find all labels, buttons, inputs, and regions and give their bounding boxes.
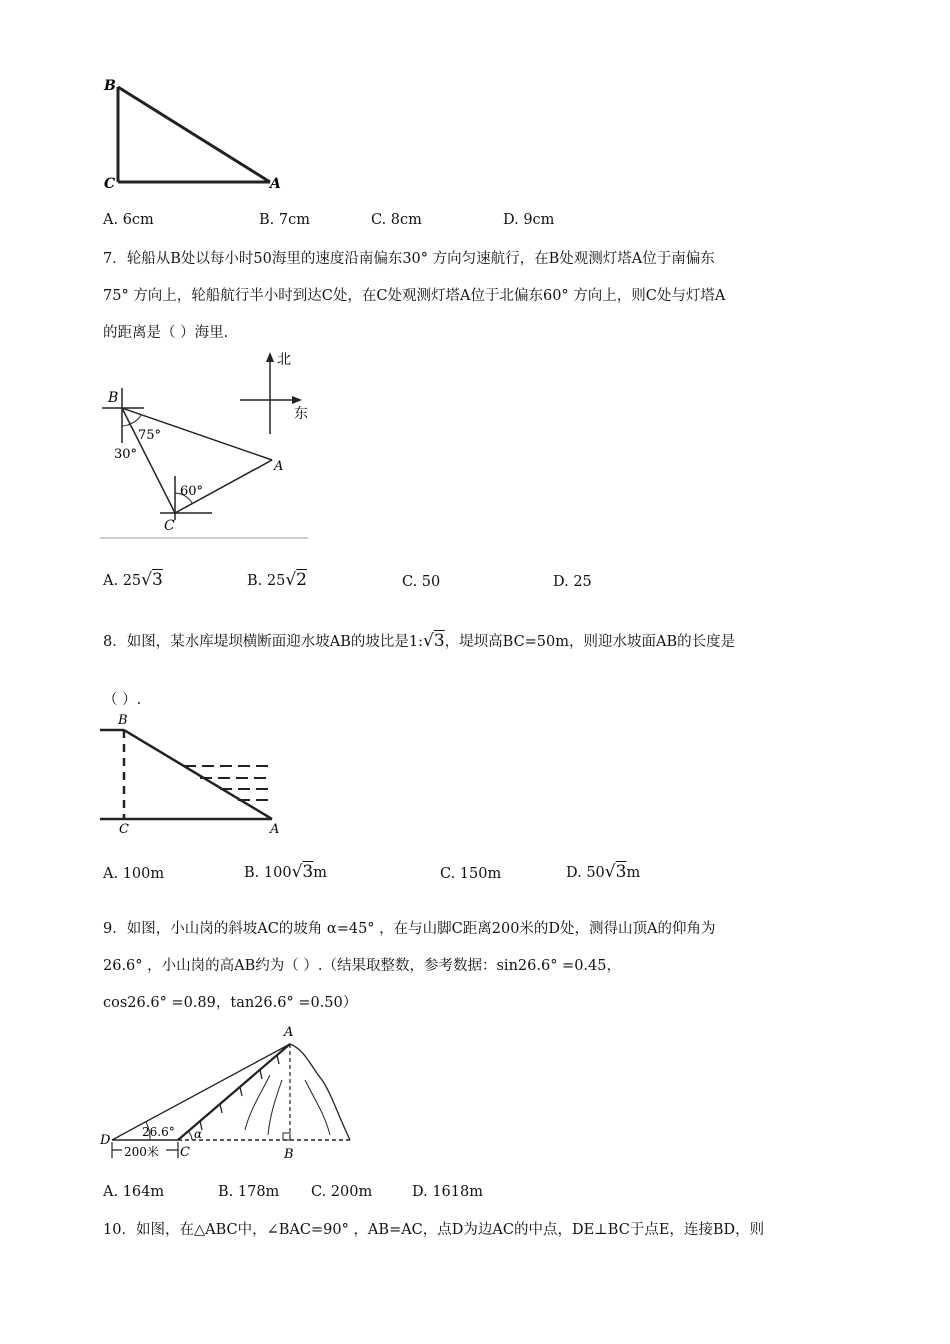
label-d: D	[100, 1133, 111, 1148]
hill-ridge-2	[268, 1080, 282, 1135]
figure-q9-hill	[100, 1020, 362, 1162]
q8-option-d	[566, 862, 640, 882]
radicand: 2	[296, 570, 307, 590]
label-a: A	[274, 459, 284, 474]
q9-line-3: cos26.6° =0.89，tan26.6° =0.50）	[103, 995, 358, 1011]
label-b: B	[104, 78, 116, 94]
q8-option-d-text: D. 50	[566, 865, 605, 881]
q8-option-b-unit: m	[313, 865, 327, 881]
right-angle-mark	[283, 1133, 290, 1140]
sqrt-symbol: √3	[604, 862, 627, 882]
dam-slope-ab	[124, 730, 272, 819]
radicand: 3	[615, 862, 627, 882]
label-c: C	[164, 518, 175, 534]
label-alpha: α	[194, 1127, 203, 1141]
q7-option-a	[103, 570, 163, 590]
slope-ca	[178, 1044, 290, 1140]
radicand: 3	[151, 570, 163, 590]
label-75: 75°	[138, 428, 162, 443]
label-a: A	[284, 1025, 294, 1040]
arc-75	[130, 415, 141, 424]
q7-option-d: D. 25	[553, 574, 592, 590]
label-c: C	[119, 822, 129, 837]
label-30: 30°	[114, 447, 138, 462]
q8-option-d-unit: m	[626, 865, 641, 881]
label-north: 北	[277, 352, 291, 368]
q6-option-b: B. 7cm	[259, 212, 310, 228]
sqrt-symbol: √2	[285, 570, 307, 590]
q7-line-3: 的距离是（ ）海里.	[103, 325, 229, 341]
q8-option-b-text: B. 100	[244, 865, 292, 881]
q10-line-1: 10．如图，在△ABC中，∠BAC=90° ，AB=AC，点D为边AC的中点，DE⊥BC于点E，连接BD，则	[103, 1222, 765, 1238]
label-c: C	[180, 1145, 190, 1160]
q8-line-1-pre: 8．如图，某水库堤坝横断面迎水坡AB的坡比是1:	[103, 634, 423, 650]
q9-line-1: 9．如图，小山岗的斜坡AC的坡角 α=45° ，在与山脚C距离200米的D处，测得山顶A的仰角为	[103, 921, 716, 937]
label-b: B	[108, 390, 119, 406]
sqrt-symbol: √3	[291, 862, 314, 882]
east-arrow-icon	[292, 396, 302, 404]
q7-line-1: 7．轮船从B处以每小时50海里的速度沿南偏东30° 方向匀速航行，在B处观测灯塔A位于南偏东	[103, 251, 715, 267]
q8-line-1-post: ，堤坝高BC=50m，则迎水坡面AB的长度是	[444, 634, 736, 650]
label-200m: 200米	[124, 1145, 159, 1159]
arc-30	[122, 424, 130, 426]
radicand: 3	[433, 631, 445, 651]
label-a: A	[270, 176, 281, 192]
q7-option-c: C. 50	[402, 574, 441, 590]
figure-q6-triangle	[100, 72, 290, 197]
q8-line-1	[103, 630, 735, 651]
q9-option-c: C. 200m	[311, 1184, 373, 1200]
label-east: 东	[294, 406, 308, 422]
north-arrow-icon	[266, 352, 274, 362]
label-b: B	[284, 1147, 294, 1162]
q6-option-d: D. 9cm	[503, 212, 555, 228]
q9-line-2: 26.6° ，小山岗的高AB约为（ ）.（结果取整数，参考数据：sin26.6° =0.45，	[103, 958, 621, 974]
label-angle: 26.6°	[142, 1125, 175, 1139]
q8-option-c: C. 150m	[440, 866, 502, 882]
q6-option-c: C. 8cm	[371, 212, 422, 228]
sqrt-symbol: √3	[141, 570, 163, 590]
sqrt-symbol: √3	[422, 631, 445, 651]
label-60: 60°	[180, 484, 204, 499]
slope-hatch	[200, 1055, 279, 1130]
q7-line-2: 75° 方向上，轮船航行半小时到达C处，在C处观测灯塔A位于北偏东60° 方向上，则C处与灯塔A	[103, 288, 726, 304]
label-b: B	[118, 713, 128, 728]
hill-outline	[290, 1044, 350, 1140]
hill-ridge-1	[245, 1075, 270, 1130]
figure-q7-navigation	[100, 348, 315, 540]
q8-line-2: （ ）.	[103, 692, 142, 708]
water-lines	[184, 766, 270, 800]
radicand: 3	[302, 862, 314, 882]
q7-option-a-text: A. 25	[103, 573, 142, 589]
label-a: A	[270, 822, 280, 837]
q7-option-b	[247, 570, 307, 590]
q6-option-a: A. 6cm	[103, 212, 154, 228]
q9-option-d: D. 1618m	[412, 1184, 483, 1200]
side-ab	[118, 87, 270, 182]
q7-option-b-text: B. 25	[247, 573, 286, 589]
q8-option-a: A. 100m	[103, 866, 165, 882]
q9-option-b: B. 178m	[218, 1184, 280, 1200]
figure-q8-dam	[100, 712, 290, 837]
q8-option-b	[244, 862, 327, 882]
q9-option-a: A. 164m	[103, 1184, 165, 1200]
arc-alpha	[188, 1131, 192, 1140]
label-c: C	[104, 176, 116, 192]
